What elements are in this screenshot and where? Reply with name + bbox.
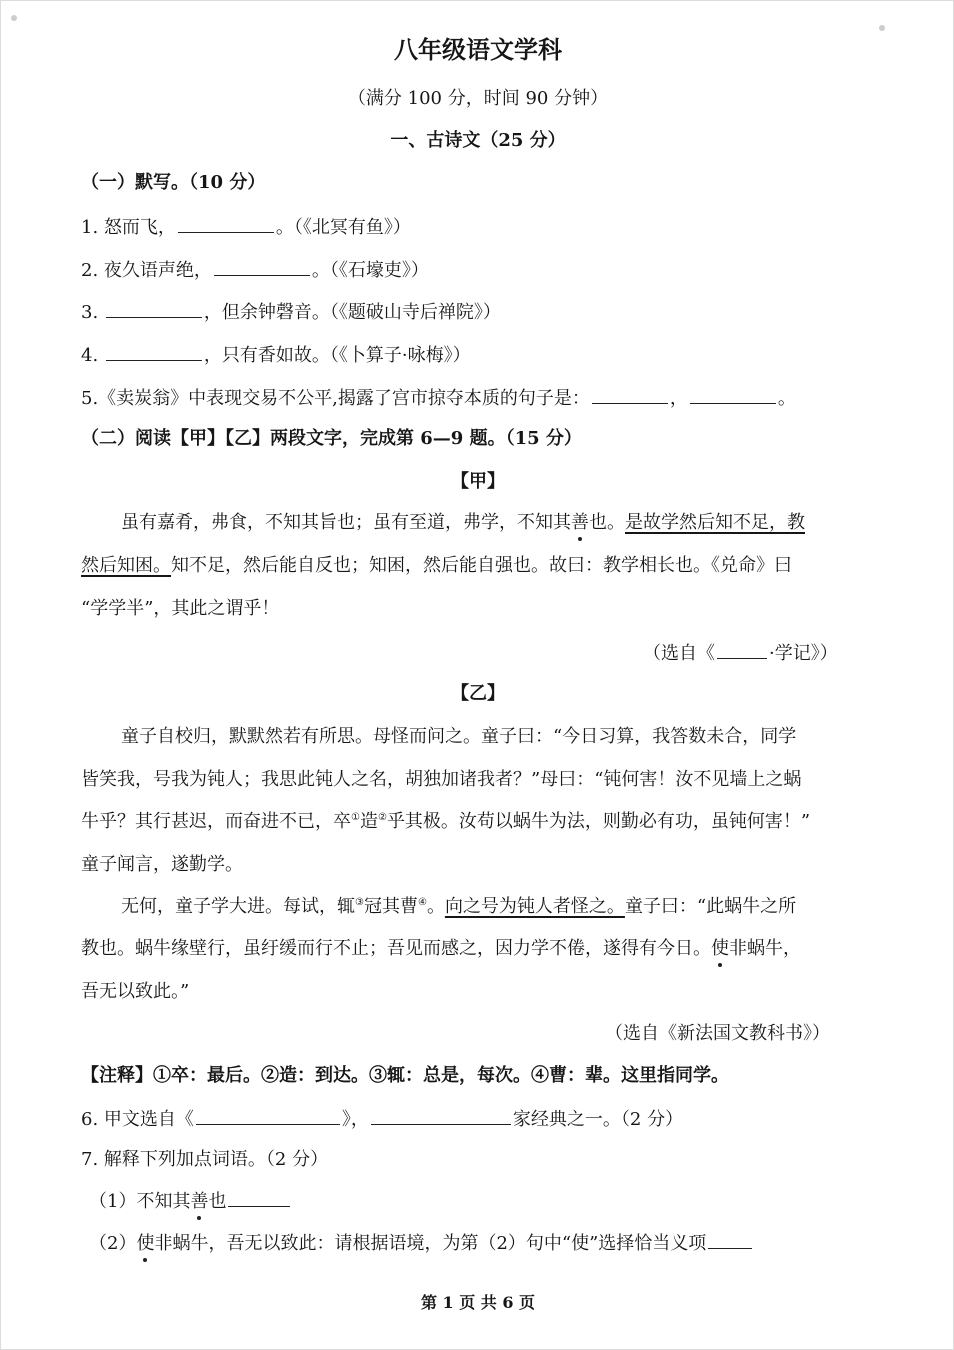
passage-text: 造	[359, 811, 378, 832]
q7-text: 非蜗牛，吾无以致此：请根据语境，为第（2）句中“使”选择恰当义项	[154, 1233, 707, 1254]
q6-text: 》，	[341, 1109, 369, 1130]
passage-jia-label: 【甲】	[451, 471, 505, 492]
answer-blank[interactable]	[106, 342, 202, 361]
q3-text: ，但余钟磬音。（《题破山寺后禅院》）	[203, 302, 501, 323]
q5-text: 5.《卖炭翁》中表现交易不公平,揭露了宫市掠夺本质的句子是：	[81, 388, 590, 409]
question-3	[81, 299, 501, 325]
q6-text: 6. 甲文选自《	[81, 1109, 194, 1130]
answer-blank[interactable]	[106, 299, 202, 318]
answer-blank[interactable]	[708, 1230, 752, 1249]
answer-blank[interactable]	[178, 214, 274, 233]
q7-text: （1）不知其	[89, 1191, 191, 1212]
passage-text: 冠其曹	[363, 896, 418, 917]
part2-heading: （二）阅读【甲】【乙】两段文字，完成第 6—9 题。（15 分）	[81, 428, 582, 449]
page-subtitle: （满分 100 分，时间 90 分钟）	[347, 88, 609, 109]
question-5	[81, 385, 796, 411]
dotted-word: 使	[711, 938, 729, 959]
passage-text: 无何，童子学大进。每试，辄	[121, 896, 355, 917]
answer-blank[interactable]	[228, 1188, 290, 1207]
passage-text: 牛乎？其行甚迟，而奋进不已，卒	[81, 811, 351, 832]
underlined-sentence: 是故学然后知不足，教	[625, 512, 805, 533]
scan-dot	[879, 25, 885, 31]
q1-source: 。（《北冥有鱼》）	[275, 217, 411, 238]
page-title: 八年级语文学科	[394, 35, 562, 64]
question-7-item-1	[89, 1188, 292, 1214]
passage-yi-line	[121, 895, 796, 922]
question-1	[81, 214, 411, 240]
q7-text: 也	[208, 1191, 227, 1212]
question-7-heading: 7. 解释下列加点词语。（2 分）	[81, 1149, 329, 1170]
section-heading: 一、古诗文（25 分）	[390, 130, 566, 151]
q7-text: （2）	[89, 1233, 137, 1254]
passage-yi-line: 童子自校归，默默然若有所思。母怪而问之。童子曰：“今日习算，我答数未合，同学	[121, 726, 797, 747]
source-text: ·学记》）	[769, 643, 838, 664]
passage-text: 教也。蜗牛缘壁行，虽纡缓而行不止；吾见而感之，因力学不倦，遂得有今日。	[81, 938, 711, 959]
q1-text: 1. 怒而飞，	[81, 217, 176, 238]
annotation-notes: 【注释】①卒：最后。②造：到达。③辄：总是，每次。④曹：辈。这里指同学。	[81, 1065, 729, 1086]
answer-blank[interactable]	[717, 640, 767, 659]
answer-blank[interactable]	[214, 257, 310, 276]
underlined-sentence: 然后知困。	[81, 555, 171, 576]
note-marker: ②	[377, 812, 387, 823]
dotted-word: 善	[190, 1191, 209, 1212]
comma: ，	[669, 388, 688, 409]
passage-jia-line	[121, 511, 805, 535]
part1-heading: （一）默写。（10 分）	[81, 172, 266, 193]
q2-text: 2. 夜久语声绝，	[81, 260, 212, 281]
dotted-word: 善	[571, 512, 589, 533]
passage-text: 。	[426, 896, 445, 917]
passage-text: 知不足，然后能自反也；知困，然后能自强也。故曰：教学相长也。《兑命》曰	[171, 555, 792, 576]
passage-yi-line: 童子闻言，遂勤学。	[81, 854, 243, 875]
passage-text: 非蜗牛，	[729, 938, 801, 959]
passage-text: 童子曰：“此蜗牛之所	[624, 896, 797, 917]
passage-yi-line	[81, 810, 810, 837]
note-marker: ④	[417, 897, 427, 908]
q2-source: 。（《石壕吏》）	[311, 260, 429, 281]
scan-dot	[11, 15, 17, 21]
page-number: 第 1 页 共 6 页	[420, 1293, 536, 1312]
passage-text: 乎其极。汝苟以蜗牛为法，则勤必有功，虽钝何害！”	[386, 811, 811, 832]
passage-text: 也。	[589, 512, 625, 533]
passage-yi-label: 【乙】	[451, 683, 505, 704]
answer-blank[interactable]	[196, 1106, 340, 1125]
passage-text: 虽有嘉肴，弗食，不知其旨也；虽有至道，弗学，不知其	[121, 512, 571, 533]
question-6	[81, 1106, 683, 1132]
passage-jia-line	[81, 554, 792, 578]
underlined-sentence: 向之号为钝人者怪之。	[444, 896, 625, 917]
note-marker: ③	[355, 897, 364, 908]
q4-number: 4.	[81, 345, 104, 366]
note-marker: ①	[351, 812, 360, 823]
answer-blank[interactable]	[371, 1106, 511, 1125]
answer-blank[interactable]	[690, 385, 776, 404]
answer-blank[interactable]	[592, 385, 668, 404]
q4-text: ，只有香如故。（《卜算子·咏梅》）	[203, 345, 471, 366]
passage-yi-line: 吾无以致此。”	[81, 981, 190, 1002]
passage-yi-source: （选自《新法国文教科书》）	[605, 1023, 830, 1044]
question-2	[81, 257, 429, 283]
question-7-item-2	[89, 1230, 754, 1256]
passage-jia-source	[643, 640, 838, 666]
source-text: （选自《	[643, 643, 715, 664]
passage-jia-line: “学学半”，其此之谓乎！	[81, 598, 280, 619]
question-4	[81, 342, 471, 368]
passage-yi-line	[81, 937, 801, 961]
period: 。	[777, 388, 796, 409]
q6-text: 家经典之一。（2 分）	[512, 1109, 684, 1130]
passage-yi-line: 皆笑我，号我为钝人；我思此钝人之名，胡独加诸我者？”母曰：“钝何害！汝不见墙上之蜗	[81, 769, 802, 790]
dotted-word: 使	[136, 1233, 155, 1254]
q3-number: 3.	[81, 302, 104, 323]
